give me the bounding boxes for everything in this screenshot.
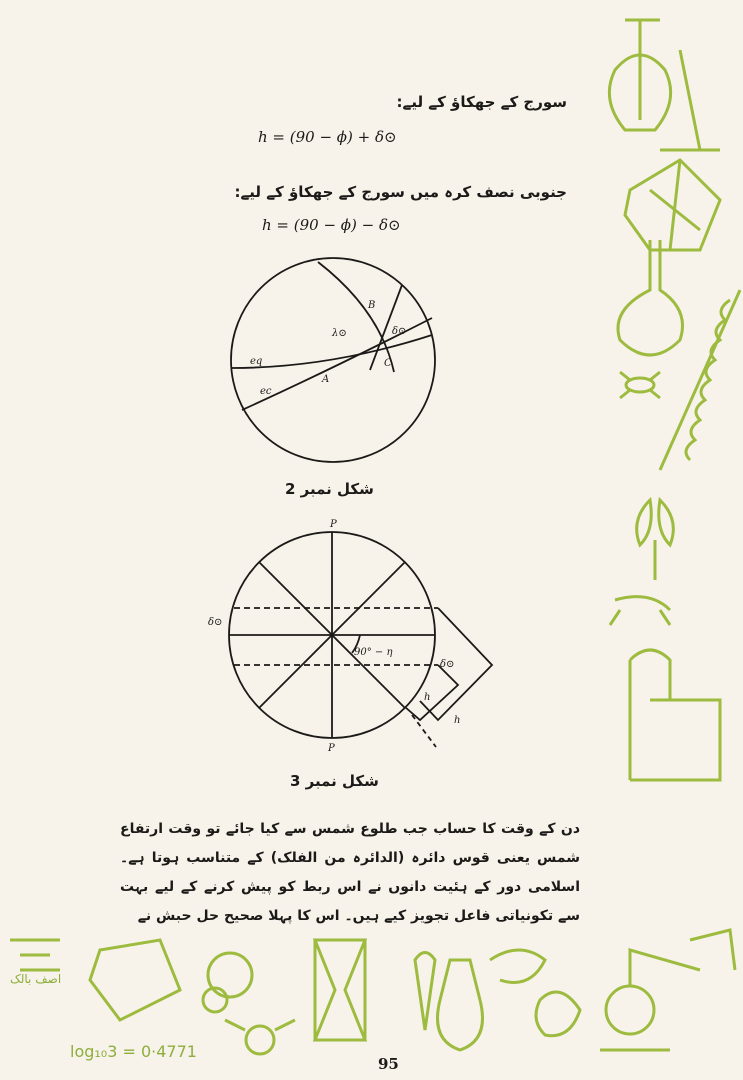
formula-northern: h = (90 − ϕ) + δ⊙	[258, 128, 397, 146]
heading-southern-declination: جنوبی نصف کرہ میں سورج کے جھکاؤ کے لیے:	[234, 183, 567, 201]
figure-3-label-p-top: P	[330, 519, 337, 530]
figure-2-label-eq: eq	[250, 356, 263, 367]
figure-3-label-delta-left: δ⊙	[208, 617, 223, 628]
figure-3-caption: شکل نمبر 3	[290, 772, 379, 790]
figure-2-label-a: A	[322, 374, 330, 385]
figure-3-label-p-bottom: P	[328, 743, 335, 754]
figure-2-diagram	[220, 250, 450, 480]
figure-2-label-lambda: λ⊙	[332, 328, 347, 339]
page-number: 95	[378, 1055, 399, 1073]
heading-sun-declination: سورج کے جھکاؤ کے لیے:	[396, 93, 567, 111]
figure-3-label-h2: h	[454, 715, 461, 726]
figure-3-square-inner	[405, 665, 458, 720]
figure-3-diagram	[200, 515, 510, 760]
figure-2-caption: شکل نمبر 2	[285, 480, 374, 498]
figure-2-label-ec: ec	[260, 386, 272, 397]
figure-3-label-delta-right: δ⊙	[440, 659, 455, 670]
formula-southern: h = (90 − ϕ) − δ⊙	[262, 216, 401, 234]
figure-2-label-delta: δ⊙	[392, 326, 407, 337]
decoration-asaf-text: اصف بالک	[10, 972, 62, 986]
figure-2-label-c: C	[384, 358, 392, 369]
decoration-log-text: log₁₀3 = 0·4771	[70, 1042, 197, 1061]
figure-3-extension-dashed	[412, 715, 436, 747]
figure-3-label-h1: h	[424, 692, 431, 703]
figure-3-label-angle: 90° − η	[354, 647, 393, 658]
body-paragraph: دن کے وقت کا حساب جب طلوع شمس سے کیا جائے تو وقت ارتفاع شمس یعنی قوس دائرہ (الدائرہ من الفلک) کے متناسب ہوتا ہے۔ اسلامی دور کے ہئیت دانوں نے اس ربط کو پیش کرنے کے لیے بہت سے تکونیاتی فاعل تجویز کیے ہیں۔ اس کا پہلا صحیح حل حبش نے	[120, 821, 580, 924]
figure-2-label-b: B	[368, 300, 376, 311]
